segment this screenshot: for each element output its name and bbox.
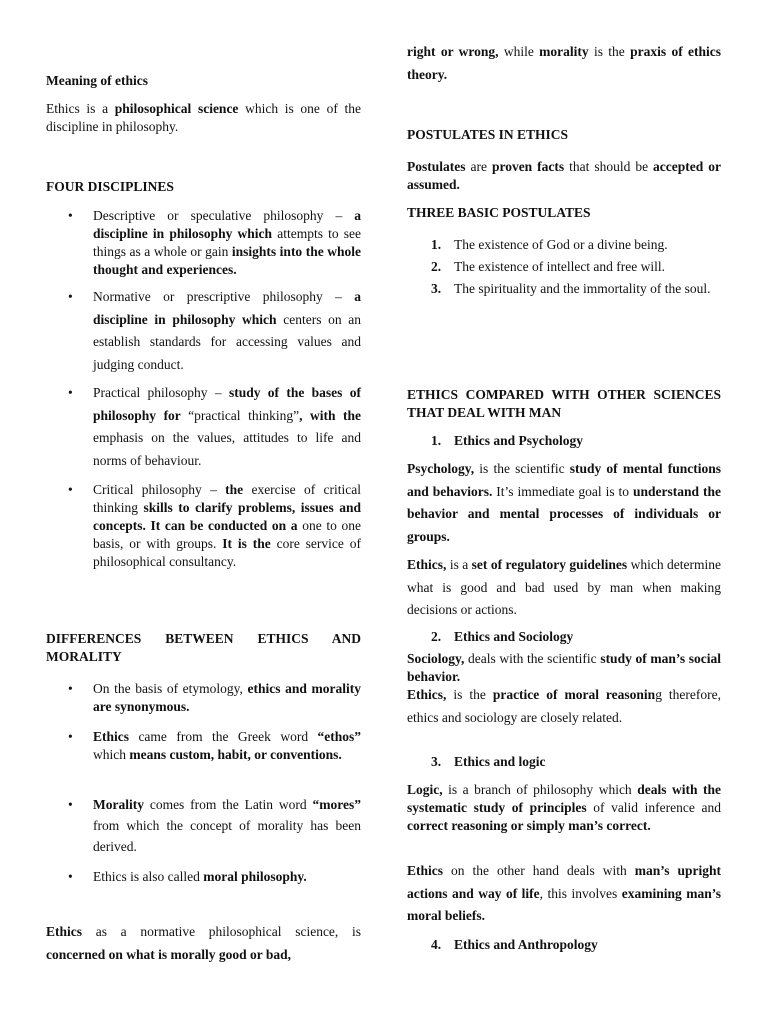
- bold-text: philosophical science: [114, 101, 239, 116]
- bold-text: examining man’s moral beliefs.: [407, 885, 721, 923]
- three-postulates-heading: THREE BASIC POSTULATES: [407, 205, 591, 220]
- plain-text: that should be: [564, 159, 654, 174]
- continuation-paragraph: [407, 41, 721, 86]
- bold-text: moral philosophy.: [203, 869, 307, 884]
- bold-text: concerned on what is morally good or bad,: [46, 946, 292, 962]
- bullet-icon: •: [68, 869, 73, 884]
- plain-text: which determine what is good and bad used by man when making decisions or actions.: [407, 557, 722, 617]
- plain-text: on the other hand deals with: [443, 863, 635, 878]
- ethics-sociology-paragraph: [407, 684, 721, 729]
- difference-etymology: [46, 680, 361, 716]
- plain-text: core service of philosophical consultancy.: [93, 536, 362, 569]
- bold-text: means custom, habit, or conventions.: [129, 747, 342, 762]
- bold-text: , with the: [299, 407, 362, 423]
- bold-text: skills to clarify problems, issues and concepts. It can be conducted on a: [93, 500, 361, 533]
- bold-text: study of the bases of philosophy for: [93, 385, 361, 423]
- plain-text: attempts to see things as a whole or gain: [93, 226, 361, 259]
- discipline-descriptive: [46, 207, 361, 279]
- plain-text: came from the Greek word: [129, 729, 318, 744]
- ethics-normative-paragraph: [46, 921, 361, 966]
- bullet-icon: •: [68, 797, 73, 812]
- bold-text: praxis of ethics theory.: [407, 44, 722, 82]
- plain-text: Normative or prescriptive philosophy –: [93, 289, 342, 304]
- ethics-logic-paragraph: [407, 860, 721, 928]
- section-sociology-heading: 2. Ethics and Sociology: [431, 629, 574, 644]
- bold-text: study of mental functions and behaviors.: [407, 461, 721, 499]
- section-logic-heading: 3. Ethics and logic: [431, 754, 546, 769]
- plain-text: is a branch of philosophy which: [442, 782, 638, 797]
- postulate-item: 2. The existence of intellect and free will.: [431, 259, 666, 274]
- bold-text: accepted or assumed.: [407, 159, 721, 192]
- bold-text: correct reasoning or simply man’s correct.: [407, 818, 651, 833]
- bold-text: Ethics,: [407, 557, 447, 572]
- bold-text: the: [216, 482, 252, 497]
- bold-text: “mores”: [312, 797, 361, 812]
- plain-text: Critical philosophy –: [93, 482, 217, 497]
- plain-text: On the basis of etymology,: [93, 681, 248, 696]
- bold-text: Ethics: [407, 863, 444, 878]
- bold-text: It is the: [216, 536, 277, 551]
- compare-heading: ETHICS COMPARED WITH OTHER SCIENCES THAT DEAL WITH MAN: [407, 387, 721, 420]
- meaning-paragraph: [46, 100, 361, 136]
- bold-text: practice of moral reasonin: [492, 687, 656, 702]
- plain-text: is the: [446, 687, 493, 702]
- meaning-heading: Meaning of ethics: [46, 73, 148, 88]
- bold-text: Logic,: [407, 782, 443, 797]
- logic-paragraph: [407, 781, 721, 835]
- plain-text: is the: [588, 44, 631, 59]
- plain-text: of valid inference and: [586, 800, 721, 815]
- bullet-icon: •: [68, 208, 73, 223]
- discipline-critical: [46, 481, 361, 571]
- psychology-paragraph: [407, 458, 721, 548]
- bullet-icon: •: [68, 385, 73, 400]
- plain-text: g therefore, ethics and sociology are closely related.: [407, 687, 722, 725]
- plain-text: emphasis on the values, attitudes to life and norms of behaviour.: [93, 430, 361, 468]
- plain-text: one to one basis, or with groups.: [93, 518, 361, 551]
- bold-text: Postulates: [407, 159, 466, 174]
- difference-ethics-origin: [46, 728, 361, 764]
- four-disciplines-heading: FOUR DISCIPLINES: [46, 179, 174, 194]
- bullet-icon: •: [68, 289, 73, 304]
- bold-text: Sociology,: [407, 651, 465, 666]
- plain-text: , this involves: [539, 885, 622, 901]
- plain-text: which is one of the discipline in philosophy.: [46, 101, 361, 134]
- bold-text: insights into the whole thought and experiences.: [93, 244, 361, 277]
- bold-text: deals with the systematic study of principles: [407, 782, 721, 815]
- bold-text: Ethics: [93, 729, 130, 744]
- plain-text: Ethics is a: [46, 101, 115, 116]
- bold-text: a discipline in philosophy which: [93, 208, 362, 241]
- postulate-item: 3. The spirituality and the immortality of the soul.: [431, 281, 711, 296]
- plain-text: centers on an establish standards for accessing values and judging conduct.: [93, 311, 362, 372]
- difference-morality-origin: [46, 794, 361, 857]
- plain-text: from which the concept of morality has been derived.: [93, 818, 361, 854]
- plain-text: comes from the Latin word: [143, 797, 313, 812]
- plain-text: It’s immediate goal is to: [492, 483, 634, 499]
- section-anthropology-heading: 4. Ethics and Anthropology: [431, 937, 598, 952]
- plain-text: is a: [446, 557, 472, 572]
- bold-text: right or wrong,: [407, 44, 499, 59]
- bold-text: proven facts: [491, 159, 565, 174]
- bold-text: ethics and morality are synonymous.: [93, 681, 361, 714]
- bold-text: Ethics,: [407, 687, 447, 702]
- section-psychology-heading: 1. Ethics and Psychology: [431, 433, 584, 448]
- postulate-item: 1. The existence of God or a divine being.: [431, 237, 668, 252]
- bold-text: “ethos”: [317, 729, 361, 744]
- postulates-heading: POSTULATES IN ETHICS: [407, 127, 569, 142]
- difference-moral-philosophy: [46, 868, 361, 886]
- plain-text: Ethics is also called: [93, 869, 204, 884]
- sociology-paragraph: [407, 650, 721, 686]
- bold-text: set of regulatory guidelines: [471, 557, 628, 572]
- plain-text: which: [93, 747, 130, 762]
- bold-text: morality: [539, 44, 589, 59]
- bullet-icon: •: [68, 482, 73, 497]
- ethics-psychology-paragraph: [407, 554, 721, 622]
- plain-text: while: [498, 44, 540, 59]
- plain-text: deals with the scientific: [464, 651, 601, 666]
- plain-text: is the scientific: [474, 461, 570, 476]
- bullet-icon: •: [68, 681, 73, 696]
- bullet-icon: •: [68, 729, 73, 744]
- discipline-practical: [46, 382, 361, 472]
- plain-text: “practical thinking”: [188, 407, 300, 423]
- bold-text: understand the behavior and mental processes of individuals or groups.: [407, 483, 721, 544]
- bold-text: man’s upright actions and way of life: [407, 863, 721, 901]
- discipline-normative: [46, 286, 361, 376]
- bold-text: study of man’s social behavior.: [407, 651, 721, 684]
- plain-text: as a normative philosophical science, is: [82, 924, 361, 939]
- plain-text: Descriptive or speculative philosophy –: [93, 208, 343, 223]
- plain-text: Practical philosophy –: [93, 385, 222, 400]
- postulates-paragraph: [407, 158, 721, 194]
- bold-text: a discipline in philosophy which: [93, 289, 361, 327]
- bold-text: Morality: [93, 797, 144, 812]
- differences-heading: DIFFERENCES BETWEEN ETHICS AND MORALITY: [46, 631, 361, 664]
- plain-text: exercise of critical thinking: [93, 482, 361, 515]
- bold-text: Ethics: [46, 924, 83, 939]
- plain-text: are: [465, 159, 492, 174]
- bold-text: Psychology,: [407, 461, 475, 476]
